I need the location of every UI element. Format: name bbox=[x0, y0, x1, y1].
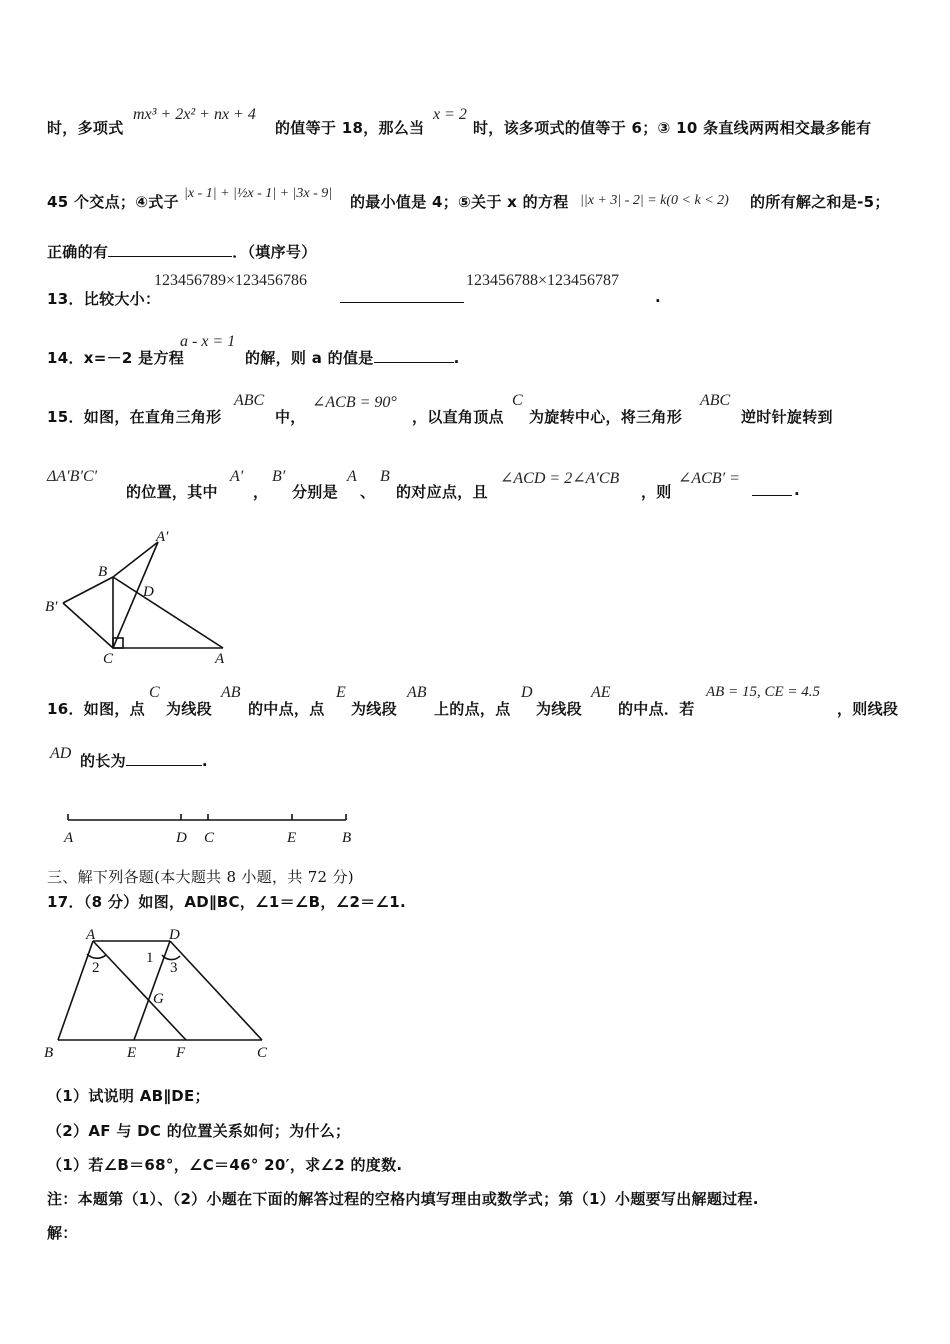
fig15-label-d: D bbox=[143, 584, 154, 600]
q16-point-c: C bbox=[149, 684, 160, 701]
q15-text-5: 逆时针旋转到 bbox=[741, 408, 833, 426]
fig17-label-c: C bbox=[257, 1045, 268, 1061]
fig17-label-f: F bbox=[176, 1045, 186, 1061]
q15-comma: ， bbox=[253, 483, 269, 501]
q13-end: . bbox=[655, 288, 661, 306]
line2-text-2: 的最小值是 4；⑤关于 x 的方程 bbox=[350, 193, 569, 211]
fig17-label-1: 1 bbox=[146, 950, 154, 966]
fig16-label-d: D bbox=[176, 830, 187, 846]
q16-text-8: ，则线段 bbox=[837, 700, 899, 718]
q13-label: 13．比较大小： bbox=[47, 290, 161, 308]
q16-values: AB = 15, CE = 4.5 bbox=[706, 684, 820, 700]
q15-condition: ∠ACD = 2∠A′CB bbox=[500, 470, 620, 487]
q16-text-2: 为线段 bbox=[166, 700, 212, 718]
q15-text-7: 分别是 bbox=[292, 483, 338, 501]
q15-text-6: 的位置，其中 bbox=[126, 483, 218, 501]
q15-text-3: ，以直角顶点 bbox=[412, 408, 504, 426]
q14-text-2-label: 的解，则 a 的值是 bbox=[245, 349, 374, 367]
q16-text-9-label: 的长为 bbox=[80, 752, 126, 770]
line3-text-2: ．（填序号） bbox=[232, 243, 317, 261]
q17-heading: 17．（8 分）如图，AD∥BC，∠1＝∠B，∠2＝∠1. bbox=[47, 893, 406, 911]
q17-answer-label: 解： bbox=[47, 1224, 78, 1242]
q17-sub-1: （1）试说明 AB∥DE； bbox=[47, 1087, 210, 1105]
q15-text-1: 15．如图，在直角三角形 bbox=[47, 408, 222, 426]
q16-segment-ae: AE bbox=[591, 684, 611, 701]
q16-text-6: 为线段 bbox=[536, 700, 582, 718]
q17-sub-2: （2）AF 与 DC 的位置关系如何；为什么； bbox=[47, 1122, 351, 1140]
fig15-label-a: A bbox=[215, 651, 225, 667]
fig17-label-3: 3 bbox=[170, 960, 178, 976]
q15-point-a: A bbox=[347, 468, 357, 485]
q16-segment-ab-2: AB bbox=[407, 684, 427, 701]
line1-text-3: 时，该多项式的值等于 6；③ 10 条直线两两相交最多能有 bbox=[473, 119, 872, 137]
q15-point-c: C bbox=[512, 392, 523, 409]
condition-x-equals-2: x = 2 bbox=[433, 106, 467, 123]
q15-angle-acb: ∠ACB = 90° bbox=[312, 394, 397, 411]
q16-text-3: 的中点，点 bbox=[248, 700, 325, 718]
q15-end: . bbox=[794, 481, 800, 499]
q16-point-d: D bbox=[521, 684, 533, 701]
q17-note: 注：本题第（1）、（2）小题在下面的解答过程的空格内填写理由或数学式；第（1）小题要写出解题过程. bbox=[47, 1190, 759, 1208]
line1-text-1: 时，多项式 bbox=[47, 119, 124, 137]
q16-end: . bbox=[201, 752, 208, 770]
fig17-label-2: 2 bbox=[92, 960, 100, 976]
q16-text-4: 为线段 bbox=[351, 700, 397, 718]
fig16-label-e: E bbox=[287, 830, 297, 846]
q16-text-5: 上的点，点 bbox=[434, 700, 511, 718]
q15-text-2: 中， bbox=[275, 408, 306, 426]
fig17-label-b: B bbox=[44, 1045, 54, 1061]
absolute-value-expression: |x - 1| + |½x - 1| + |3x - 9| bbox=[184, 186, 333, 201]
q14-text-1: 14．x=－2 是方程 bbox=[47, 349, 185, 367]
line2-text-3: 的所有解之和是-5； bbox=[750, 193, 890, 211]
q15-text-9: ，则 bbox=[641, 483, 672, 501]
equation-expression: ||x + 3| - 2| = k(0 < k < 2) bbox=[580, 193, 729, 208]
q14-end: . bbox=[453, 349, 460, 367]
q15-text-8: 的对应点，且 bbox=[396, 483, 488, 501]
q16-segment-ad: AD bbox=[50, 745, 72, 762]
q15-triangle-abc-2: ABC bbox=[700, 392, 731, 409]
q15-triangle-prime: ΔA′B′C′ bbox=[47, 468, 98, 485]
q16-text-1: 16．如图，点 bbox=[47, 700, 145, 718]
q16-point-e: E bbox=[336, 684, 346, 701]
fig16-label-c: C bbox=[204, 830, 215, 846]
q17-sub-3: （1）若∠B＝68°，∠C＝46° 20′，求∠2 的度数. bbox=[47, 1156, 403, 1174]
section-3-heading: 三、解下列各题(本大题共 8 小题，共 72 分) bbox=[47, 868, 354, 886]
fig15-label-c: C bbox=[103, 651, 114, 667]
q13-right-product: 123456788×123456787 bbox=[466, 272, 620, 289]
fig17-label-d: D bbox=[169, 927, 180, 943]
q13-left-product: 123456789×123456786 bbox=[154, 272, 308, 289]
fig17-label-e: E bbox=[127, 1045, 137, 1061]
fig15-label-b-prime: B′ bbox=[45, 599, 58, 615]
line1-text-2: 的值等于 18，那么当 bbox=[275, 119, 425, 137]
q15-separator: 、 bbox=[360, 483, 376, 501]
q15-point-b: B bbox=[380, 468, 390, 485]
line3-text-1: 正确的有 bbox=[47, 243, 109, 261]
fig17-label-a: A bbox=[86, 927, 96, 943]
q15-point-a-prime: A′ bbox=[230, 468, 244, 485]
polynomial-expression: mx³ + 2x² + nx + 4 bbox=[133, 106, 256, 123]
q15-point-b-prime: B′ bbox=[272, 468, 286, 485]
q15-triangle-abc: ABC bbox=[234, 392, 265, 409]
q15-text-4: 为旋转中心，将三角形 bbox=[529, 408, 683, 426]
fig16-label-b: B bbox=[342, 830, 352, 846]
fig16-label-a: A bbox=[64, 830, 74, 846]
q14-equation: a - x = 1 bbox=[180, 333, 236, 350]
q16-segment-ab: AB bbox=[221, 684, 241, 701]
line2-text-1: 45 个交点；④式子 bbox=[47, 193, 179, 211]
q15-question-angle: ∠ACB′ = bbox=[678, 470, 740, 487]
fig17-label-g: G bbox=[153, 991, 164, 1007]
fig15-label-a-prime: A′ bbox=[156, 529, 169, 545]
fig15-label-b: B bbox=[98, 564, 108, 580]
q16-text-7: 的中点．若 bbox=[618, 700, 695, 718]
